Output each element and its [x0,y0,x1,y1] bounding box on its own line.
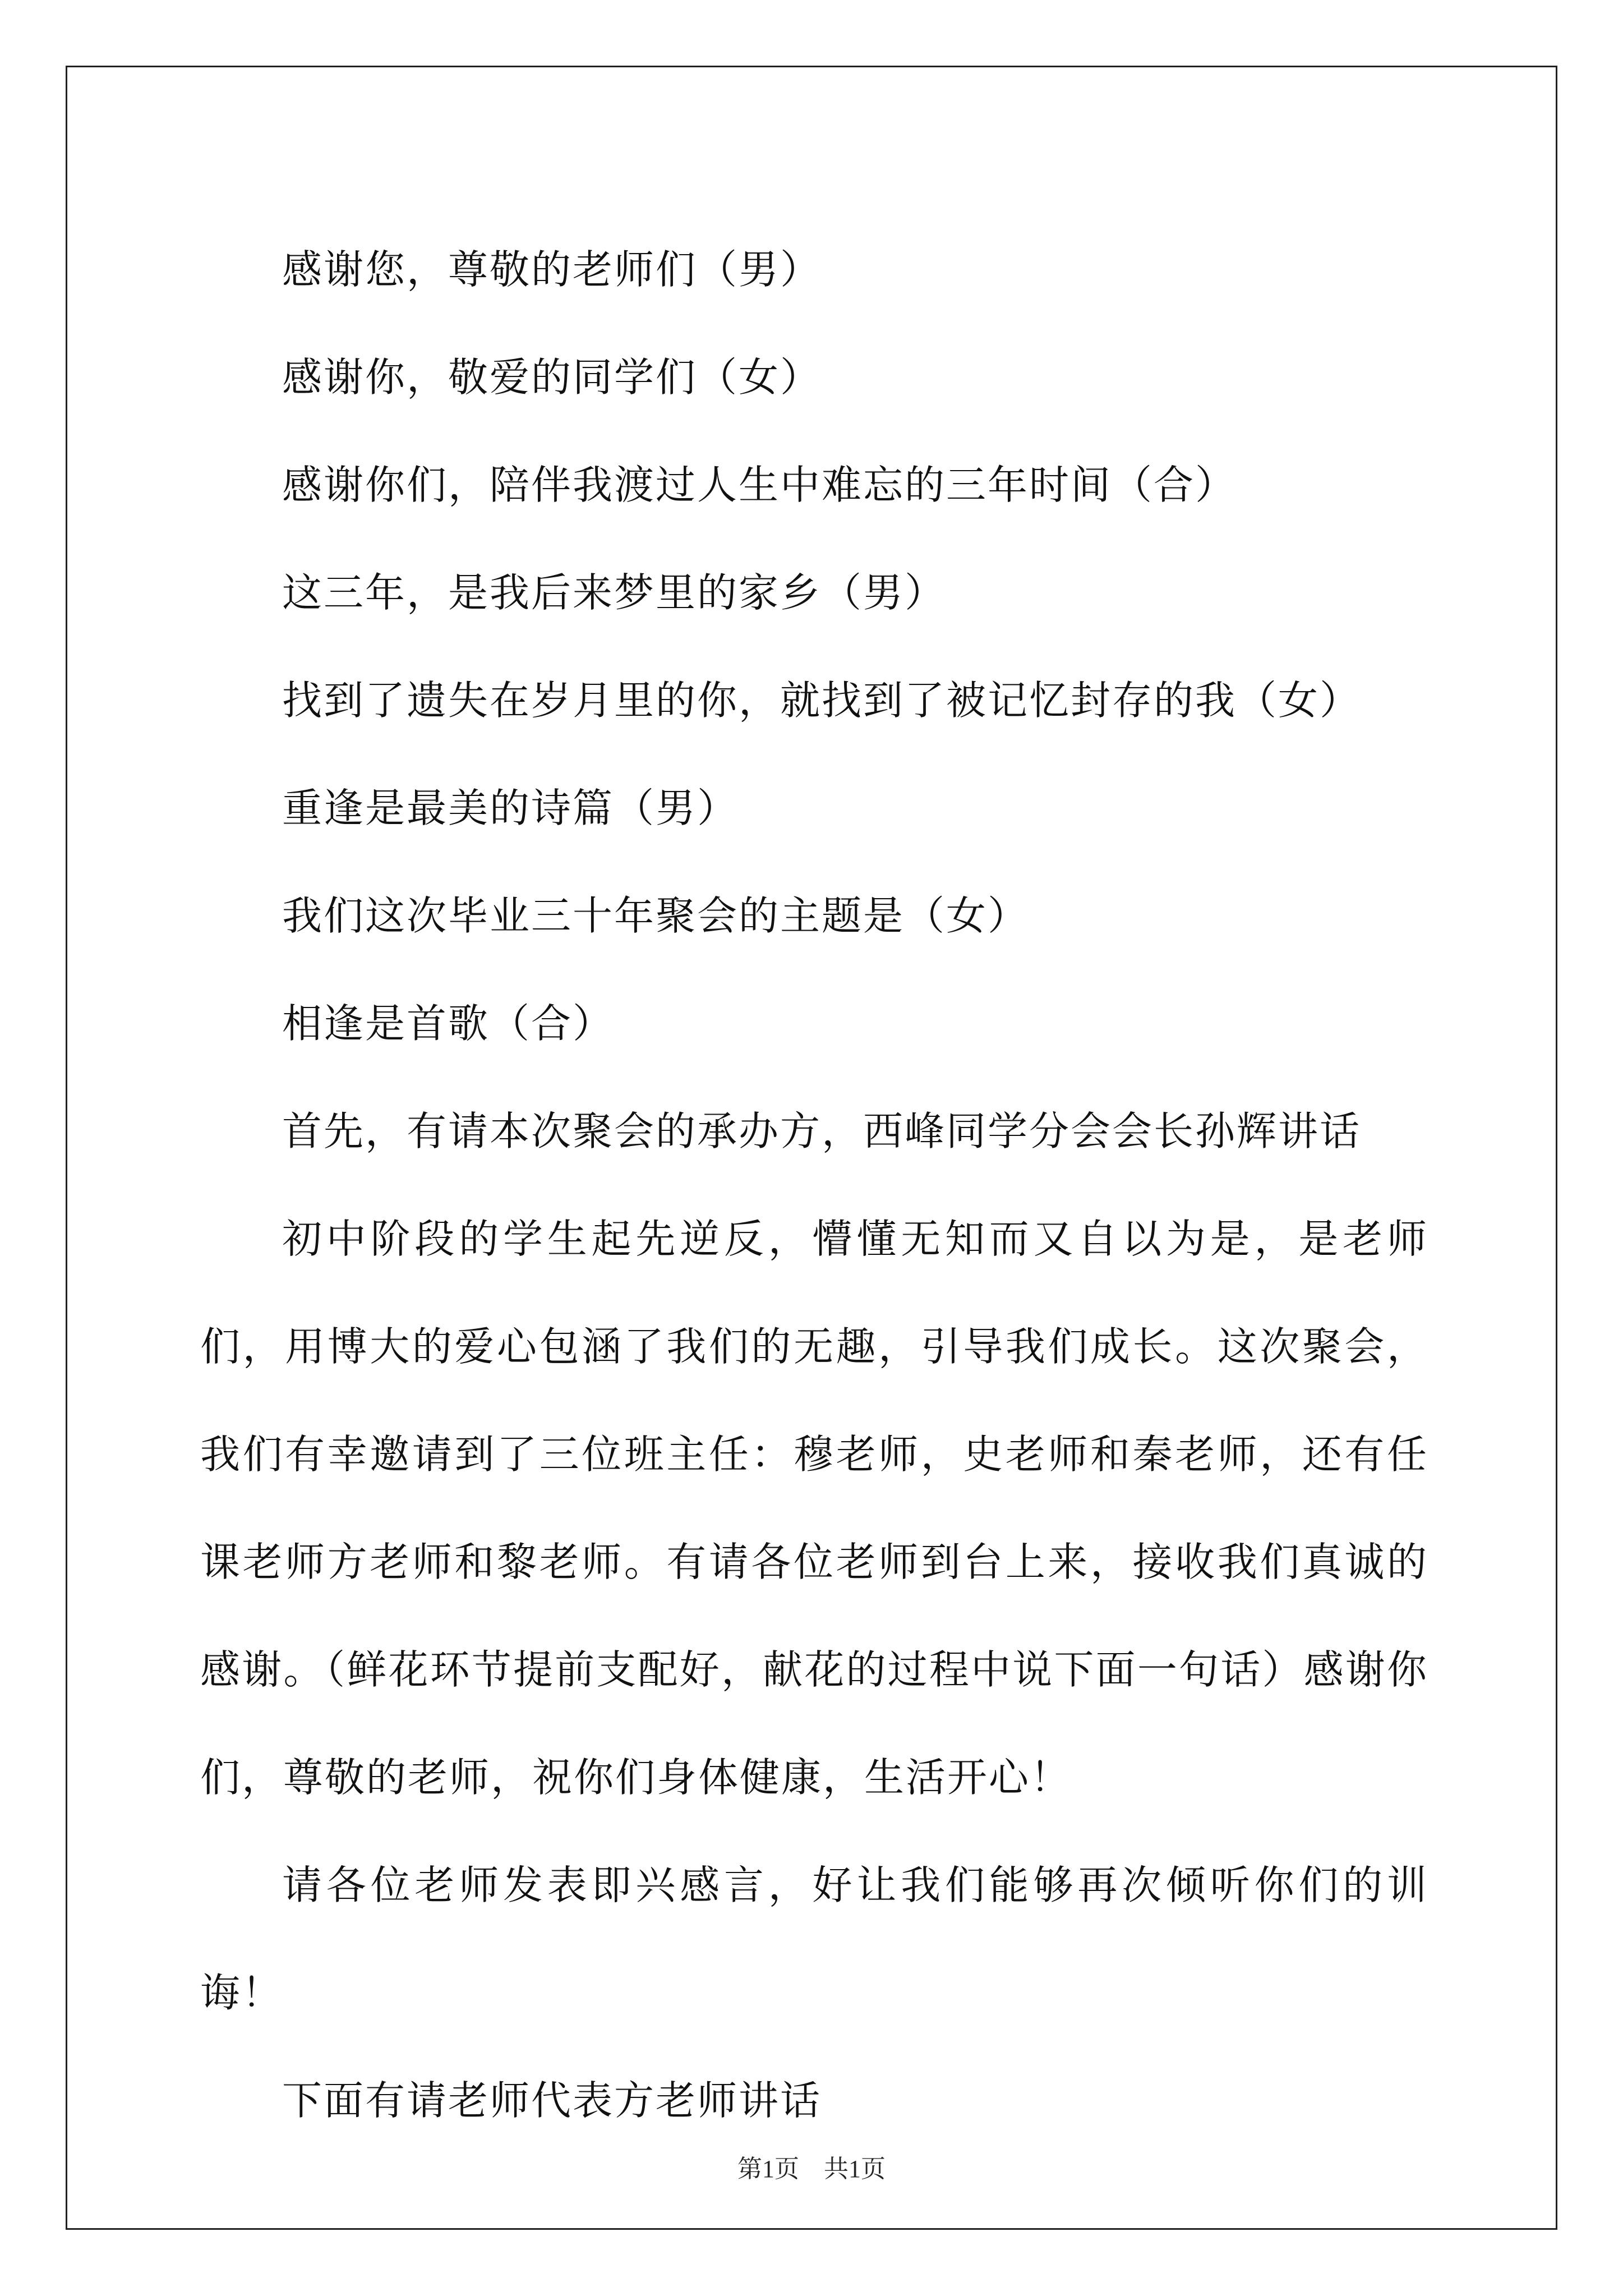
paragraph: 重逢是最美的诗篇（男） [282,785,739,831]
paragraph: 这三年，是我后来梦里的家乡（男） [282,569,947,616]
paragraph: 下面有请老师代表方老师讲话 [282,2077,822,2124]
paragraph: 感谢你们，陪伴我渡过人生中难忘的三年时间（合） [282,462,1237,508]
paragraph: 请各位老师发表即兴感言，好让我们能够再次倾听你们的训诲！ [200,1862,1428,2016]
paragraph: 初中阶段的学生起先逆反，懵懂无知而又自以为是，是老师们，用博大的爱心包涵了我们的无趣，引导我们成长。这次聚会，我们有幸邀请到了三位班主任：穆老师，史老师和秦老师，还有任课老师方老师和黎老师。有请各位老师到台上来，接收我们真诚的感谢。（鲜花环节提前支配好，献花的过程中说下面一句话）感谢你们，尊敬的老师，祝你们身体健康，生活开心！ [200,1216,1428,1801]
document-body [200,216,1428,2155]
page-footer: 第1页 共1页 [737,2155,886,2183]
paragraph: 相逢是首歌（合） [282,1000,615,1047]
paragraph: 首先，有请本次聚会的承办方，西峰同学分会会长孙辉讲话 [282,1108,1362,1154]
paragraph: 感谢你，敬爱的同学们（女） [282,354,822,401]
paragraph: 感谢您，尊敬的老师们（男） [282,246,822,293]
paragraph: 找到了遗失在岁月里的你，就找到了被记忆封存的我（女） [282,677,1362,724]
paragraph: 我们这次毕业三十年聚会的主题是（女） [282,892,1030,939]
